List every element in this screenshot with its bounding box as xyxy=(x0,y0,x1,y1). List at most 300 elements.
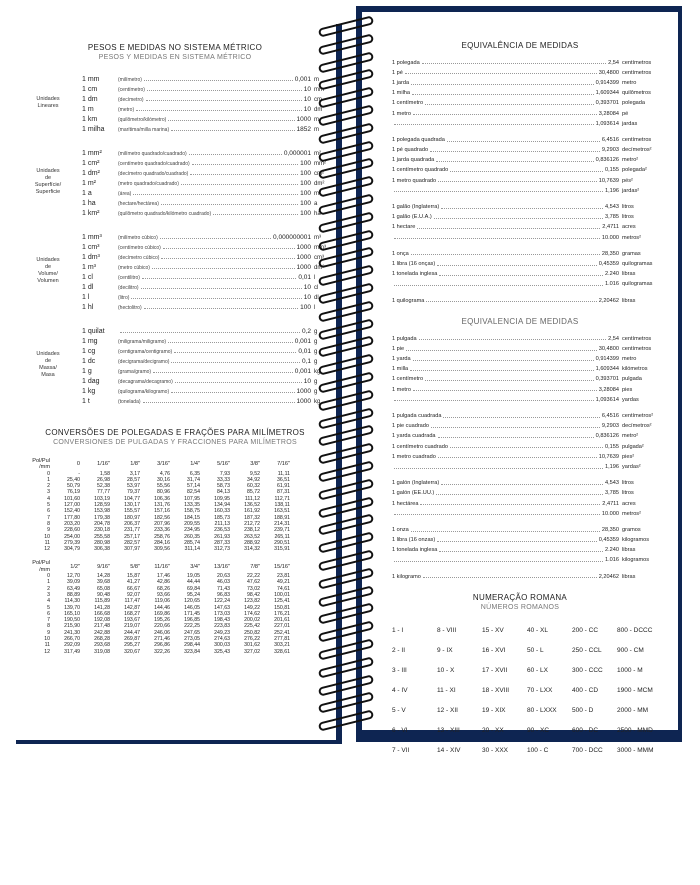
table-cell: 273,05 xyxy=(184,636,200,643)
table-cell: 119,06 xyxy=(154,598,170,605)
dot-leader xyxy=(143,402,295,403)
dot-leader xyxy=(394,285,603,286)
table-cell: 319,08 xyxy=(94,648,110,655)
table-cell: 239,71 xyxy=(274,527,290,534)
measure-unit: libras xyxy=(622,547,636,554)
table-cell: 242,88 xyxy=(94,629,110,636)
roman-numeral: 30 - XXX xyxy=(482,747,509,754)
table-cell: 127,00 xyxy=(64,502,80,509)
measure-unit: metro² xyxy=(622,157,639,164)
table-cell: 261,93 xyxy=(214,533,230,540)
unit-description: (centímetro cúbico) xyxy=(118,245,161,251)
table-cell: 76,19 xyxy=(67,489,80,496)
table-header-cell: 7/16" xyxy=(277,461,290,468)
fractions-title: CONVERSÕES DE POLEGADAS E FRAÇÕES PARA MILÍMETROS xyxy=(45,428,305,437)
table-cell: 136,52 xyxy=(244,502,260,509)
table-cell: 271,46 xyxy=(154,636,170,643)
unit-name: 1 l xyxy=(82,294,90,301)
table-cell: 20,63 xyxy=(217,573,230,580)
value-unit: m xyxy=(314,117,319,123)
equivalence-row xyxy=(392,56,662,66)
roman-numeral: 12 - XII xyxy=(437,707,458,714)
measure-name: 1 tonelada inglesa xyxy=(392,547,438,554)
roman-numeral: 2 - II xyxy=(392,647,406,654)
unit-name: 1 km² xyxy=(82,210,100,217)
roman-numeral: 50 - L xyxy=(527,647,544,654)
measure-value: 30,4800 xyxy=(598,69,619,76)
measure-name: 1 pulgada cuadrada xyxy=(392,413,442,420)
dot-leader xyxy=(120,332,300,333)
value-unit: a xyxy=(314,201,318,207)
dot-leader xyxy=(420,504,600,505)
table-cell: 9 xyxy=(47,629,50,636)
unit-value: 10 xyxy=(303,105,311,113)
unit-description: (quilômetro/kilómetro) xyxy=(118,117,167,123)
measure-name: 1 yarda xyxy=(392,356,411,363)
roman-numeral: 13 - XIII xyxy=(437,727,460,734)
equivalence-row xyxy=(392,383,662,393)
value-unit: g xyxy=(314,339,318,345)
measure-value: 1,609344 xyxy=(595,366,619,373)
unit-value: 100 xyxy=(300,199,311,207)
table-cell: 280,98 xyxy=(94,539,110,546)
table-cell: 241,30 xyxy=(64,629,80,636)
table-cell: 227,01 xyxy=(274,623,290,630)
measure-value: 0,836126 xyxy=(595,157,619,164)
table-cell: 57,14 xyxy=(187,483,200,490)
measure-value: 3,28084 xyxy=(598,386,619,393)
dot-leader xyxy=(144,308,299,309)
table-cell: 8 xyxy=(47,520,50,527)
measure-value: 9,2903 xyxy=(601,423,619,430)
table-cell: 187,32 xyxy=(244,514,260,521)
measure-value: 0,45359 xyxy=(598,537,619,544)
equivalence-row xyxy=(392,430,662,440)
table-cell: 131,76 xyxy=(154,502,170,509)
measure-unit: decímetros² xyxy=(622,423,652,430)
measure-unit: kilómetros xyxy=(622,366,648,373)
roman-numeral: 10 - X xyxy=(437,667,455,674)
unit-name: 1 km xyxy=(82,116,98,123)
value-unit: kg xyxy=(314,399,321,405)
table-cell: 288,92 xyxy=(244,539,260,546)
measure-unit: polegada² xyxy=(622,167,647,174)
dot-leader xyxy=(437,541,597,542)
unit-description: (metro cúbico) xyxy=(118,265,150,271)
table-cell: 1 xyxy=(47,579,50,586)
table-cell: 104,77 xyxy=(124,495,140,502)
roman-numeral: 300 - CCC xyxy=(572,667,603,674)
value-unit: m³ xyxy=(314,235,321,241)
roman-subtitle: NÚMEROS ROMANOS xyxy=(480,604,560,612)
measure-name: 1 centímetro xyxy=(392,100,424,107)
measure-unit: litros xyxy=(622,204,634,211)
roman-numeral: 1 - I xyxy=(392,627,404,634)
metric-row xyxy=(82,281,334,291)
equivalence-row xyxy=(392,184,662,194)
metric-row xyxy=(82,365,334,375)
table-cell: 223,83 xyxy=(214,623,230,630)
table-cell: 74,61 xyxy=(277,585,290,592)
table-cell: 152,40 xyxy=(64,508,80,515)
metric-row xyxy=(82,157,334,167)
unit-name: 1 dag xyxy=(82,378,100,385)
metric-row xyxy=(82,123,334,133)
dot-leader xyxy=(181,184,298,185)
table-cell: 190,50 xyxy=(64,617,80,624)
dot-leader xyxy=(419,339,607,340)
table-cell: 50,79 xyxy=(67,483,80,490)
table-cell: 115,89 xyxy=(94,598,110,605)
group-label xyxy=(24,257,72,285)
group-label-line: Unidades xyxy=(36,257,60,263)
measure-name: 1 tonelada inglesa xyxy=(392,271,438,278)
measure-name: 1 milha xyxy=(392,90,411,97)
unit-name: 1 ha xyxy=(82,200,96,207)
table-cell: 296,86 xyxy=(154,642,170,649)
metric-rows xyxy=(82,73,334,133)
unit-value: 0,01 xyxy=(298,273,311,281)
roman-numeral: 60 - LX xyxy=(527,667,548,674)
measure-name: 1 galón (Inglaterra) xyxy=(392,480,440,487)
measure-name: 1 onça xyxy=(392,250,409,257)
equivalence-row xyxy=(392,268,662,278)
metric-row xyxy=(82,335,334,345)
group-label-line: Unidades xyxy=(36,168,60,174)
roman-numeral: 4 - IV xyxy=(392,687,408,694)
table-cell: 277,81 xyxy=(274,636,290,643)
metric-row xyxy=(82,113,334,123)
table-cell: 28,57 xyxy=(127,476,140,483)
dot-leader xyxy=(436,494,603,495)
table-cell: 85,72 xyxy=(247,489,260,496)
dot-leader xyxy=(436,161,593,162)
measure-name: 1 galão (Inglaterra) xyxy=(392,204,440,211)
unit-name: 1 kg xyxy=(82,388,96,395)
measure-unit: pies² xyxy=(622,453,635,460)
table-cell: 111,12 xyxy=(244,495,260,502)
measure-value: 2,20462 xyxy=(598,573,619,580)
table-cell: 52,38 xyxy=(97,483,110,490)
table-cell: 7 xyxy=(47,514,50,521)
measure-value: 0,914399 xyxy=(595,356,619,363)
measure-unit: litros xyxy=(622,480,634,487)
unit-value: 0,1 xyxy=(301,357,311,365)
group-label-line: Volumen xyxy=(37,278,59,284)
table-cell: 212,72 xyxy=(244,520,260,527)
value-unit: g xyxy=(314,349,318,355)
dot-leader xyxy=(171,392,294,393)
table-cell: 161,92 xyxy=(244,508,260,515)
table-cell: 171,45 xyxy=(184,610,200,617)
table-cell: 138,11 xyxy=(274,502,290,509)
metric-group xyxy=(24,231,334,311)
unit-name: 1 g xyxy=(82,368,92,375)
table-cell: 211,13 xyxy=(214,520,230,527)
dot-leader xyxy=(144,80,293,81)
equivalence-row xyxy=(392,477,662,487)
table-cell: 282,57 xyxy=(124,539,140,546)
equivalence-row xyxy=(392,87,662,97)
measure-unit: libras xyxy=(622,271,636,278)
equivalence-row xyxy=(392,107,662,117)
value-unit: cm xyxy=(314,97,322,103)
dot-leader xyxy=(411,254,600,255)
table-cell: 3,17 xyxy=(129,470,140,477)
table-cell: 26,98 xyxy=(97,476,110,483)
roman-numeral: 2500 - MMD xyxy=(617,727,653,734)
measure-value: 1.016 xyxy=(605,281,619,288)
table-cell: 39,68 xyxy=(97,579,110,586)
measure-unit: gramos xyxy=(622,526,641,533)
table-cell: 2 xyxy=(47,585,50,592)
table-cell: 123,82 xyxy=(244,598,260,605)
unit-value: 0,000001 xyxy=(283,149,311,157)
measure-name: 1 kilogramo xyxy=(392,573,421,580)
table-cell: 23,81 xyxy=(277,573,290,580)
unit-name: 1 milha xyxy=(82,126,105,133)
unit-name: 1 cl xyxy=(82,274,93,281)
measure-unit: libras xyxy=(622,297,636,304)
table-cell: 265,11 xyxy=(274,533,290,540)
table-cell: 185,73 xyxy=(214,514,230,521)
table-cell: 1,58 xyxy=(99,470,110,477)
unit-name: 1 mm² xyxy=(82,150,102,157)
table-cell: 9,52 xyxy=(249,470,260,477)
metric-row xyxy=(82,291,334,301)
table-cell: 328,61 xyxy=(274,648,290,655)
measure-name: 1 pulgada xyxy=(392,335,417,342)
dot-leader xyxy=(423,577,597,578)
measure-unit: centímetros xyxy=(622,345,652,352)
measure-unit: kilogramos xyxy=(622,557,650,564)
dot-leader xyxy=(439,275,603,276)
dot-leader xyxy=(438,457,597,458)
dot-leader xyxy=(147,90,302,91)
value-unit: l xyxy=(314,305,316,311)
measure-unit: quilogramas xyxy=(622,281,653,288)
table-cell: 4 xyxy=(47,495,50,502)
metric-title: PESOS E MEDIDAS NO SISTEMA MÉTRICO xyxy=(87,43,263,52)
metric-row xyxy=(82,345,334,355)
table-cell: 60,32 xyxy=(247,483,260,490)
equivalence-row xyxy=(392,570,662,580)
measure-name: 1 centímetro cuadrado xyxy=(392,443,448,450)
dot-leader xyxy=(394,468,603,469)
measure-unit: libras xyxy=(622,573,636,580)
table-cell: 260,35 xyxy=(184,533,200,540)
group-label-line: Massa/ xyxy=(39,365,57,371)
table-cell: 160,33 xyxy=(214,508,230,515)
metric-row xyxy=(82,73,334,83)
left-page xyxy=(14,20,336,740)
table-cell: 117,47 xyxy=(124,598,140,605)
measure-value: 0,45359 xyxy=(598,260,619,267)
table-cell: 61,91 xyxy=(277,483,290,490)
group-label-line: Unidades xyxy=(36,351,60,357)
roman-numeral: 400 - CD xyxy=(572,687,599,694)
value-unit: cm³ xyxy=(314,255,324,261)
measure-unit: pé xyxy=(622,110,629,117)
table-cell: 214,31 xyxy=(274,520,290,527)
table-cell: 307,97 xyxy=(124,546,140,553)
table-cell: 315,91 xyxy=(274,546,290,553)
unit-name: 1 a xyxy=(82,190,92,197)
table-cell: 120,65 xyxy=(184,598,200,605)
unit-description: (litro) xyxy=(118,295,130,301)
table-cell: 246,06 xyxy=(154,629,170,636)
table-cell: 79,37 xyxy=(127,489,140,496)
dot-leader xyxy=(425,380,594,381)
unit-value: 1852 xyxy=(296,125,311,133)
unit-name: 1 dm² xyxy=(82,170,100,177)
measure-unit: litros xyxy=(622,490,634,497)
unit-value: 0,001 xyxy=(294,337,311,345)
measure-name: 1 centímetro quadrado xyxy=(392,167,449,174)
dot-leader xyxy=(412,94,594,95)
measure-value: 1.016 xyxy=(605,557,619,564)
unit-description: (decímetro) xyxy=(118,97,144,103)
group-label-line: de xyxy=(44,264,52,270)
unit-description: (metro) xyxy=(118,107,135,113)
metric-row xyxy=(82,93,334,103)
measure-name: 1 metro quadrado xyxy=(392,177,437,184)
table-cell: 31,74 xyxy=(187,476,200,483)
measure-unit: pés² xyxy=(622,177,633,184)
table-cell: 300,03 xyxy=(214,642,230,649)
measure-unit: metro xyxy=(622,356,637,363)
measure-unit: kilogramos xyxy=(622,537,650,544)
table-cell: 192,08 xyxy=(94,617,110,624)
table-cell: 317,49 xyxy=(64,648,80,655)
table-cell: 4 xyxy=(47,598,50,605)
value-unit: cm² xyxy=(314,171,324,177)
roman-numeral: 8 - VIII xyxy=(437,627,457,634)
unit-name: 1 quilat xyxy=(82,328,105,335)
table-cell: 201,61 xyxy=(274,617,290,624)
value-unit: kg xyxy=(314,369,321,375)
measure-value: 1,093614 xyxy=(595,120,619,127)
measure-name: 1 galón (EE.UU.) xyxy=(392,490,435,497)
table-cell: 301,62 xyxy=(244,642,260,649)
dot-leader xyxy=(450,171,603,172)
table-cell: 274,63 xyxy=(214,636,230,643)
dot-leader xyxy=(394,191,603,192)
table-cell: 63,49 xyxy=(67,585,80,592)
table-cell: 130,17 xyxy=(124,502,140,509)
table-cell: 254,00 xyxy=(64,533,80,540)
table-header-cell: 15/16" xyxy=(274,563,290,570)
unit-description: (área) xyxy=(118,191,132,197)
table-cell: 276,22 xyxy=(244,636,260,643)
dot-leader xyxy=(189,154,282,155)
table-cell: 134,94 xyxy=(214,502,230,509)
table-cell: 88,89 xyxy=(67,591,80,598)
unit-name: 1 mg xyxy=(82,338,98,345)
table-header-cell: 13/16" xyxy=(214,563,230,570)
metric-rows xyxy=(82,147,334,217)
table-cell: 325,43 xyxy=(214,648,230,655)
dot-leader xyxy=(394,400,594,401)
unit-value: 100 xyxy=(300,209,311,217)
value-unit: m xyxy=(314,77,319,83)
measure-unit: pulgada² xyxy=(622,443,644,450)
table-cell: 66,67 xyxy=(127,585,140,592)
table-cell: 12 xyxy=(44,648,50,655)
metric-row xyxy=(82,261,334,271)
table-cell: 298,44 xyxy=(184,642,200,649)
dot-leader xyxy=(438,181,597,182)
table-cell: 146,05 xyxy=(184,604,200,611)
table-cell: 7 xyxy=(47,617,50,624)
measure-unit: decímetros² xyxy=(622,147,652,154)
fractions-table-2 xyxy=(20,560,292,654)
dot-leader xyxy=(153,372,293,373)
table-cell: 209,55 xyxy=(184,520,200,527)
dot-leader xyxy=(394,561,603,562)
dot-leader xyxy=(163,248,295,249)
unit-value: 1000 xyxy=(296,387,311,395)
equivalence-row xyxy=(392,231,662,241)
table-cell: 269,87 xyxy=(124,636,140,643)
measure-name: 1 pé xyxy=(392,69,403,76)
measure-name: 1 libra (16 onças) xyxy=(392,260,436,267)
measure-unit: quilogramas xyxy=(622,260,653,267)
table-cell: 193,67 xyxy=(124,617,140,624)
value-unit: mm xyxy=(314,87,324,93)
group-label xyxy=(24,96,72,110)
measure-unit: acres xyxy=(622,500,636,507)
table-cell: 7,93 xyxy=(219,470,230,477)
measure-unit: acres xyxy=(622,224,636,231)
measure-name: 1 metro xyxy=(392,386,411,393)
table-cell: 5 xyxy=(47,502,50,509)
roman-numeral: 90 - XC xyxy=(527,727,550,734)
table-cell: 228,60 xyxy=(64,527,80,534)
table-cell: 58,73 xyxy=(217,483,230,490)
table-cell: 15,87 xyxy=(127,573,140,580)
equivalence-row xyxy=(392,554,662,564)
measure-value: 1,196 xyxy=(605,187,619,194)
roman-numeral: 200 - CC xyxy=(572,627,599,634)
dot-leader xyxy=(411,84,594,85)
table-header-row xyxy=(20,560,292,573)
table-cell: 53,97 xyxy=(127,483,140,490)
table-cell: 3 xyxy=(47,489,50,496)
equivalence-row xyxy=(392,278,662,288)
measure-name: 1 pie xyxy=(392,345,405,352)
table-cell: 179,38 xyxy=(94,514,110,521)
table-cell: 128,59 xyxy=(94,502,110,509)
table-cell: 49,21 xyxy=(277,579,290,586)
table-cell: 34,92 xyxy=(247,476,260,483)
metric-group xyxy=(24,325,334,405)
roman-numeral: 3000 - MMM xyxy=(617,747,654,754)
table-cell: 10 xyxy=(44,636,50,643)
table-cell: 204,78 xyxy=(94,520,110,527)
table-cell: 304,79 xyxy=(64,546,80,553)
metric-row xyxy=(82,177,334,187)
dot-leader xyxy=(422,63,606,64)
roman-title: NUMERAÇÃO ROMANA xyxy=(472,593,568,603)
equivalence-row xyxy=(392,97,662,107)
measure-unit: centímetros xyxy=(622,335,652,342)
table-header-cell: 9/16" xyxy=(97,563,110,570)
table-cell: 8 xyxy=(47,623,50,630)
table-cell: 87,31 xyxy=(277,489,290,496)
table-header-cell: 5/16" xyxy=(217,461,230,468)
equivalence-row xyxy=(392,420,662,430)
